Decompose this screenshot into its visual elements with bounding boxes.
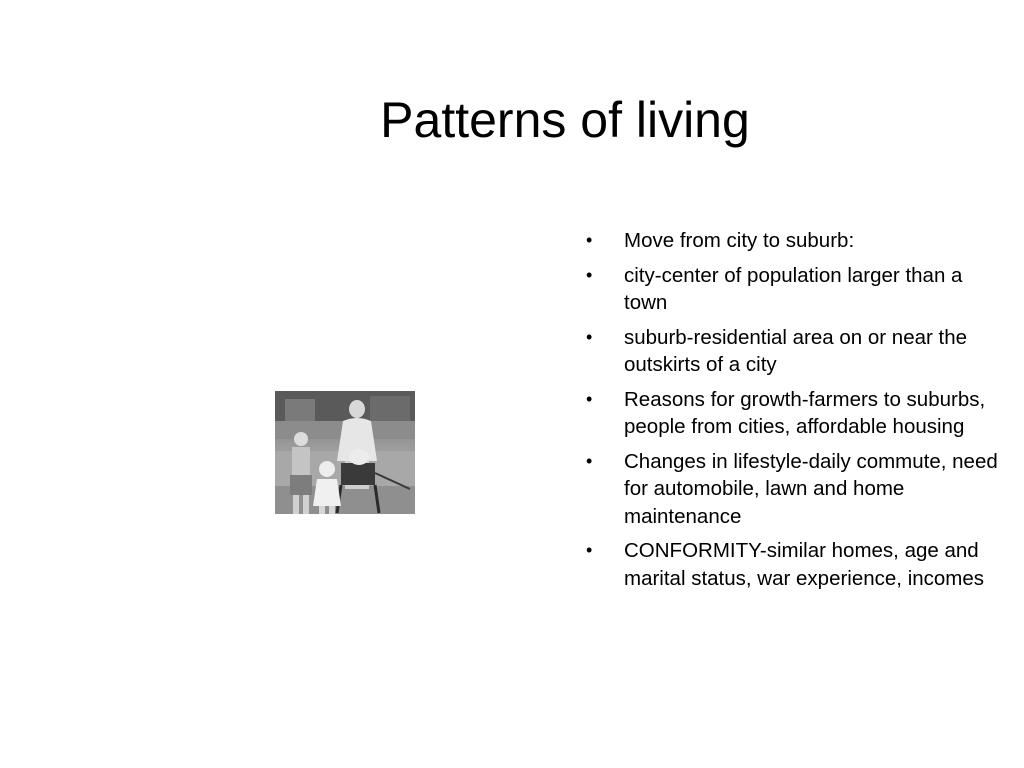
bullet-icon: • [586, 326, 593, 347]
family-photo-icon [275, 391, 415, 514]
bullet-text: Changes in lifestyle-daily commute, need for automobile, lawn and home maintenance [624, 449, 998, 528]
list-item [586, 448, 1006, 531]
bullet-text: Move from city to suburb: [624, 229, 855, 252]
family-photo [275, 391, 415, 514]
bullet-text: Reasons for growth-farmers to suburbs, people from cities, affordable housing [624, 387, 986, 438]
bullet-text: CONFORMITY-similar homes, age and marital status, war experience, incomes [624, 539, 985, 590]
list-item [586, 262, 1006, 317]
bullet-icon: • [586, 230, 593, 250]
bullet-icon: • [586, 388, 593, 409]
bullet-icon: • [586, 264, 593, 285]
list-item [586, 324, 1006, 379]
bullet-text: suburb-residential area on or near the outskirts of a city [624, 325, 968, 376]
bullet-icon: • [586, 540, 593, 560]
bullet-text: city-center of population larger than a town [624, 263, 963, 314]
bullet-icon: • [586, 450, 593, 471]
list-item [586, 537, 1006, 592]
list-item [586, 227, 1006, 255]
list-item [586, 386, 1006, 441]
slide-title: Patterns of living [380, 92, 750, 148]
bullet-list [586, 227, 1006, 599]
